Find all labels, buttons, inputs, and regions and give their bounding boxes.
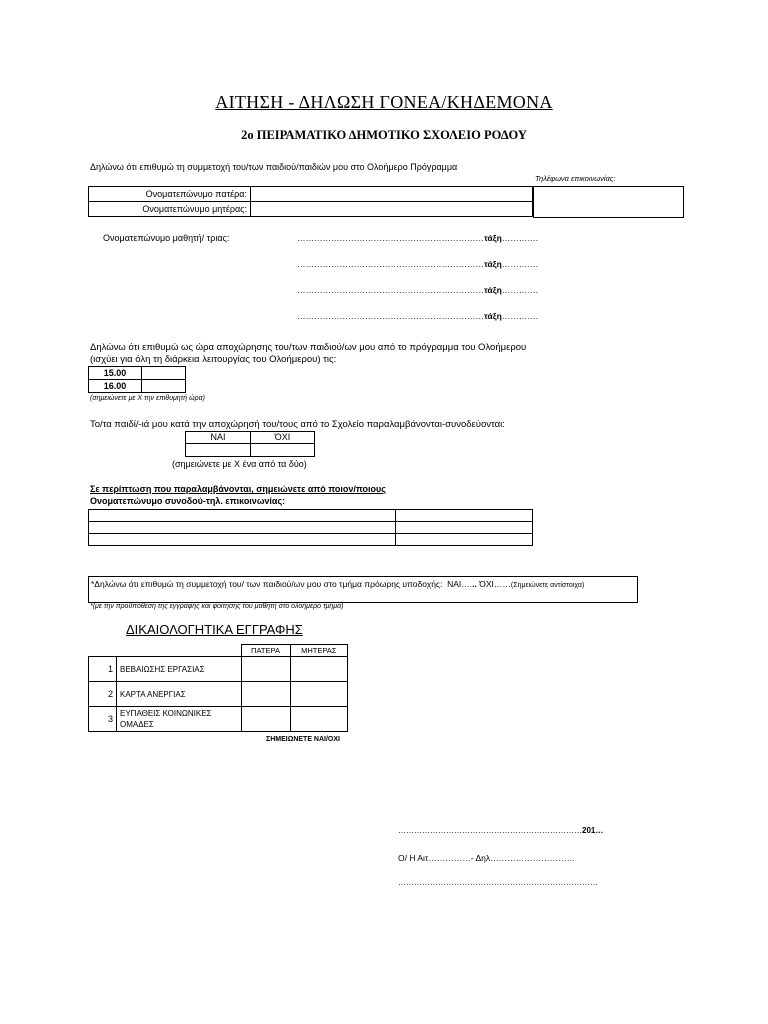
intro-text: Δηλώνω ότι επιθυμώ τη συμμετοχή του/των παιδιού/παιδιών μου στο Ολοήμερο Πρόγραμμα <box>90 162 458 172</box>
date-dots: …………………………………………………………… <box>398 826 582 835</box>
doc-row-label: ΕΥΠΑΘΕΙΣ ΚΟΙΝΩΝΙΚΕΣ ΟΜΑΔΕΣ <box>117 707 242 732</box>
col-mother: ΜΗΤΕΡΑΣ <box>290 645 348 657</box>
departure-times-table <box>88 366 186 393</box>
class-label: τάξη <box>484 285 502 295</box>
class-dots: …………. <box>501 259 539 269</box>
departure-note: (σημειώνετε με Χ την επιθυμητή ώρα) <box>90 395 205 402</box>
escort-if-heading: Σε περίπτωση που παραλαμβάνονται, σημειώνετε από ποιον/ποιους <box>90 484 386 494</box>
class-dots: …………. <box>501 233 539 243</box>
doc-row-number: 2 <box>89 682 117 707</box>
companion-phone-cell[interactable] <box>396 522 533 534</box>
docs-blank <box>89 645 117 657</box>
doc-row-label: ΚΑΡΤΑ ΑΝΕΡΓΙΑΣ <box>117 682 242 707</box>
doc-mother-cell[interactable] <box>290 707 348 732</box>
doc-father-cell[interactable] <box>241 657 290 682</box>
student-name-dots: ………………………………………………………… <box>297 285 484 295</box>
parents-table <box>88 186 533 217</box>
signer-mid: - Δηλ <box>470 853 491 863</box>
companion-phone-cell[interactable] <box>396 510 533 522</box>
student-line-4[interactable] <box>297 311 538 321</box>
companion-name-cell[interactable] <box>89 522 396 534</box>
early-reception-box <box>88 576 638 603</box>
doc-row-number: 1 <box>89 657 117 682</box>
signer-line[interactable] <box>398 853 575 863</box>
escort-no-check[interactable] <box>251 444 315 457</box>
escort-note: (σημειώνετε με Χ ένα από τα δύο) <box>172 459 307 469</box>
student-name-dots: ………………………………………………………… <box>297 259 484 269</box>
doc-mother-cell[interactable] <box>290 657 348 682</box>
school-name: 2ο ΠΕΙΡΑΜΑΤΙΚΟ ΔΗΜΟΤΙΚΟ ΣΧΟΛΕΙΟ ΡΟΔΟΥ <box>241 128 527 142</box>
signature-line[interactable]: ………………………………………………………………… <box>398 878 598 887</box>
student-name-dots: ………………………………………………………… <box>297 233 484 243</box>
early-reception-text <box>91 579 635 591</box>
class-label: τάξη <box>484 311 502 321</box>
doc-row-number: 3 <box>89 707 117 732</box>
docs-table <box>88 644 348 732</box>
docs-blank <box>117 645 242 657</box>
companion-table <box>88 509 533 546</box>
class-label: τάξη <box>484 259 502 269</box>
time-check-15[interactable] <box>142 367 186 380</box>
col-father: ΠΑΤΕΡΑ <box>241 645 290 657</box>
father-label: Ονοματεπώνυμο πατέρα: <box>89 187 251 202</box>
early-sep: .. <box>472 579 477 589</box>
escort-yes-check[interactable] <box>186 444 251 457</box>
phones-label: Τηλέφωνα επικοινωνίας: <box>535 174 616 183</box>
time-option-15: 15.00 <box>89 367 142 380</box>
escort-yes-label: ΝΑΙ <box>186 432 251 444</box>
time-check-16[interactable] <box>142 380 186 393</box>
signer-dots-2: ………………………… <box>490 853 576 863</box>
signer-prefix: Ο/ Η Αιτ <box>398 853 429 863</box>
date-year: 201… <box>582 826 604 835</box>
doc-mother-cell[interactable] <box>290 682 348 707</box>
student-line-1[interactable] <box>297 233 538 243</box>
early-yes[interactable]: ΝΑΙ…. <box>447 579 473 589</box>
class-dots: …………. <box>501 311 539 321</box>
student-line-2[interactable] <box>297 259 538 269</box>
companion-name-cell[interactable] <box>89 510 396 522</box>
departure-text-1: Δηλώνω ότι επιθυμώ ως ώρα αποχώρησης του/των παιδιού/ων μου από το πρόγραμμα του Ολοήμερου <box>90 342 527 353</box>
time-option-16: 16.00 <box>89 380 142 393</box>
escort-table <box>185 431 315 457</box>
doc-father-cell[interactable] <box>241 707 290 732</box>
student-line-3[interactable] <box>297 285 538 295</box>
docs-heading: ΔΙΚΑΙΟΛΟΓΗΤΙΚΑ ΕΓΓΡΑΦΗΣ <box>126 622 303 637</box>
doc-father-cell[interactable] <box>241 682 290 707</box>
early-footnote: *(με την προϋπόθεση της εγγραφής και φοίτησης του μαθητή στο ολοήμερο τμήμα) <box>90 603 344 610</box>
companion-phone-cell[interactable] <box>396 534 533 546</box>
early-no-dots: …… <box>493 579 511 589</box>
doc-row-label: ΒΕΒΑΙΩΣΗΣ ΕΡΓΑΣΙΑΣ <box>117 657 242 682</box>
mother-name-field[interactable] <box>251 202 533 217</box>
student-name-dots: ………………………………………………………… <box>297 311 484 321</box>
early-no[interactable]: ΌΧΙ <box>479 579 494 589</box>
class-label: τάξη <box>484 233 502 243</box>
early-mark-note: (Σημειώνετε αντίστοιχα) <box>510 582 585 589</box>
escort-no-label: ΌΧΙ <box>251 432 315 444</box>
father-name-field[interactable] <box>251 187 533 202</box>
companion-name-cell[interactable] <box>89 534 396 546</box>
student-label: Ονοματεπώνυμο μαθητή/ τριας: <box>103 233 230 243</box>
signer-dots: …………… <box>428 853 471 863</box>
form-title: ΑΙΤΗΣΗ - ΔΗΛΩΣΗ ΓΟΝΕΑ/ΚΗΔΕΜΟΝΑ <box>215 92 553 112</box>
mother-label: Ονοματεπώνυμο μητέρας: <box>89 202 251 217</box>
departure-text-2: (ισχύει για όλη τη διάρκεια λειτουργίας του Ολοήμερου) τις: <box>90 354 337 365</box>
companion-label: Ονοματεπώνυμο συνοδού-τηλ. επικοινωνίας: <box>90 496 286 506</box>
date-line[interactable] <box>398 826 603 835</box>
class-dots: …………. <box>501 285 539 295</box>
early-text: *Δηλώνω ότι επιθυμώ τη συμμετοχή του/ των παιδιού/ων μου στο τμήμα πρόωρης υποδοχής: <box>91 579 443 589</box>
docs-mark-note: ΣΗΜΕΙΩΝΕΤΕ ΝΑΙ/ΟΧΙ <box>266 736 340 743</box>
phones-field[interactable] <box>533 186 684 218</box>
escort-question: Το/τα παιδί/-ιά μου κατά την αποχώρησή του/τους από το Σχολείο παραλαμβάνονται-συνοδεύονται: <box>90 419 505 430</box>
